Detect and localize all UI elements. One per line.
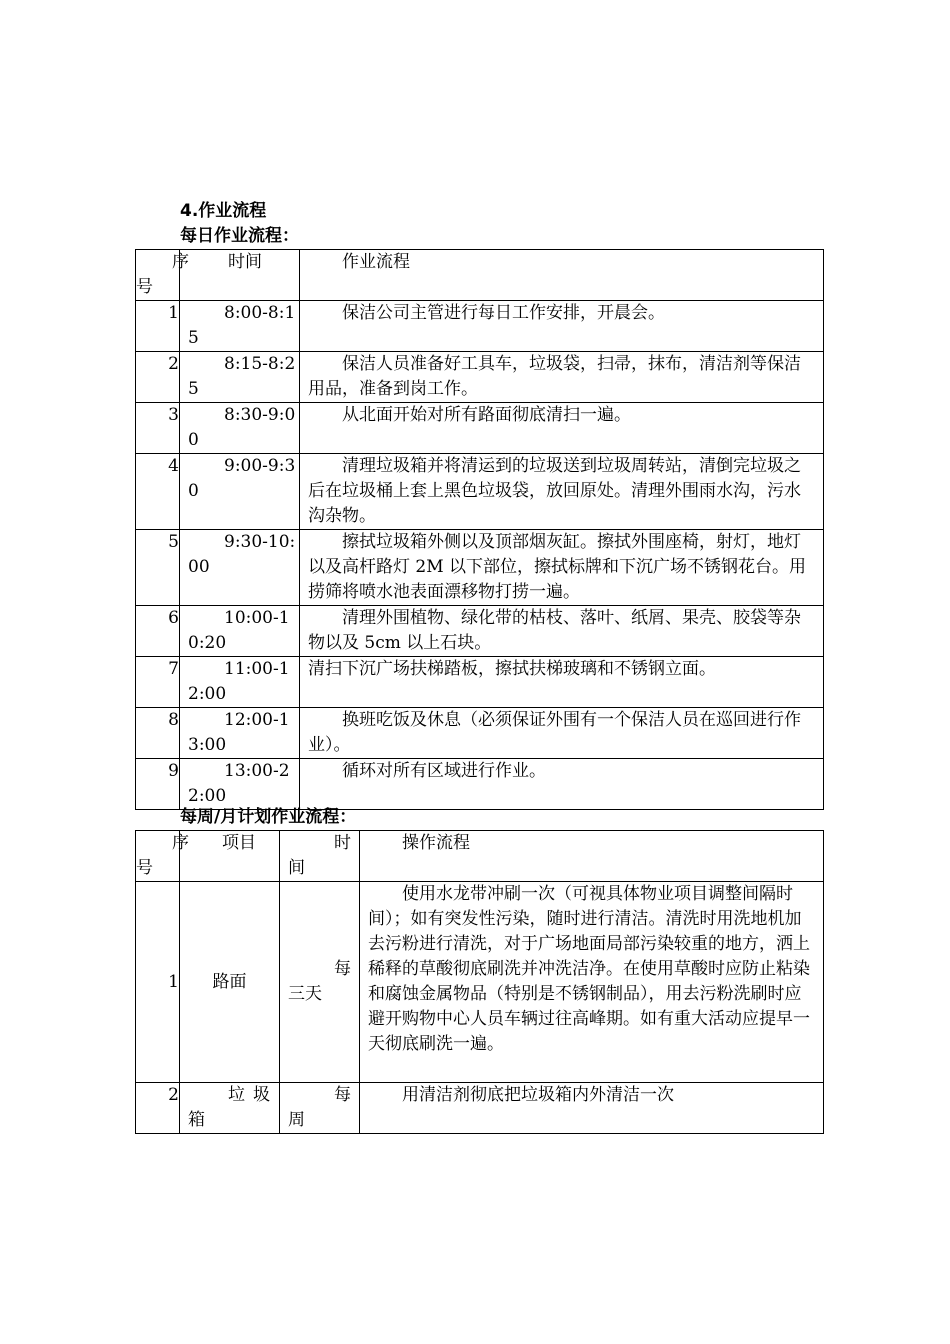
- row-idx: 1: [136, 882, 180, 1083]
- row-flow: 擦拭垃圾箱外侧以及顶部烟灰缸。擦拭外围座椅，射灯，地灯以及高杆路灯 2M 以下部位，擦拭标牌和下沉广场不锈钢花台。用捞筛将喷水池表面漂移物打捞一遍。: [300, 530, 824, 606]
- table-row: [136, 403, 824, 454]
- row-flow: 清理外围植物、绿化带的枯枝、落叶、纸屑、果壳、胶袋等杂物以及 5cm 以上石块。: [300, 606, 824, 657]
- table-row: [136, 657, 824, 708]
- row-time: 11:00-12:00: [180, 657, 300, 708]
- row-idx: 6: [136, 606, 180, 657]
- row-flow: 从北面开始对所有路面彻底清扫一遍。: [300, 403, 824, 454]
- table-row: [136, 882, 824, 1083]
- table-row: [136, 708, 824, 759]
- row-idx: 5: [136, 530, 180, 606]
- row-idx: 8: [136, 708, 180, 759]
- row-time: 8:15-8:25: [180, 352, 300, 403]
- row-flow: 保洁人员准备好工具车，垃圾袋，扫帚，抹布，清洁剂等保洁用品，准备到岗工作。: [300, 352, 824, 403]
- row-time: 8:30-9:00: [180, 403, 300, 454]
- row-time: 9:00-9:30: [180, 454, 300, 530]
- weekly-table-title: 每周/月计划作业流程：: [180, 807, 357, 827]
- header-time: 时间: [280, 831, 360, 882]
- header-item: 项目: [180, 831, 280, 882]
- daily-table-title: 每日作业流程：: [180, 226, 299, 246]
- row-time: 每周: [280, 1083, 360, 1134]
- table-row: [136, 454, 824, 530]
- table-row: [136, 352, 824, 403]
- header-idx: 序号: [136, 250, 180, 301]
- table-row: [136, 530, 824, 606]
- row-flow: 换班吃饭及休息（必须保证外围有一个保洁人员在巡回进行作业）。: [300, 708, 824, 759]
- table-row: [136, 1083, 824, 1134]
- row-idx: 9: [136, 759, 180, 810]
- row-flow: 用清洁剂彻底把垃圾箱内外清洁一次: [360, 1083, 824, 1134]
- weekly-schedule-table: [135, 830, 824, 1134]
- row-time: 每三天: [280, 882, 360, 1083]
- table-row: [136, 301, 824, 352]
- row-item: 路面: [180, 882, 280, 1083]
- header-idx: 序号: [136, 831, 180, 882]
- row-flow: 保洁公司主管进行每日工作安排，开晨会。: [300, 301, 824, 352]
- section-title: 4.作业流程: [180, 201, 267, 221]
- row-flow: 使用水龙带冲刷一次（可视具体物业项目调整间隔时间）；如有突发性污染，随时进行清洁。清洗时用洗地机加去污粉进行清洗，对于广场地面局部污染较重的地方，洒上稀释的草酸彻底刷洗并冲洗洁净。在使用草酸时应防止粘染和腐蚀金属物品（特别是不锈钢制品），用去污粉洗刷时应避开购物中心人员车辆过往高峰期。如有重大活动应提早一天彻底刷洗一遍。: [360, 882, 824, 1083]
- row-idx: 2: [136, 352, 180, 403]
- row-idx: 2: [136, 1083, 180, 1134]
- row-time: 10:00-10:20: [180, 606, 300, 657]
- header-flow: 操作流程: [360, 831, 824, 882]
- row-item: 垃圾箱: [180, 1083, 280, 1134]
- row-flow: 循环对所有区域进行作业。: [300, 759, 824, 810]
- table-header-row: [136, 831, 824, 882]
- row-idx: 4: [136, 454, 180, 530]
- row-flow: 清理垃圾箱并将清运到的垃圾送到垃圾周转站，清倒完垃圾之后在垃圾桶上套上黑色垃圾袋，放回原处。清理外围雨水沟，污水沟杂物。: [300, 454, 824, 530]
- daily-schedule-table: [135, 249, 824, 810]
- row-time: 12:00-13:00: [180, 708, 300, 759]
- row-time: 13:00-22:00: [180, 759, 300, 810]
- row-idx: 7: [136, 657, 180, 708]
- header-flow: 作业流程: [300, 250, 824, 301]
- row-flow: 清扫下沉广场扶梯踏板，擦拭扶梯玻璃和不锈钢立面。: [300, 657, 824, 708]
- header-time: 时间: [180, 250, 300, 301]
- row-time: 8:00-8:15: [180, 301, 300, 352]
- table-row: [136, 606, 824, 657]
- row-idx: 1: [136, 301, 180, 352]
- row-time: 9:30-10:00: [180, 530, 300, 606]
- table-row: [136, 759, 824, 810]
- table-header-row: [136, 250, 824, 301]
- row-idx: 3: [136, 403, 180, 454]
